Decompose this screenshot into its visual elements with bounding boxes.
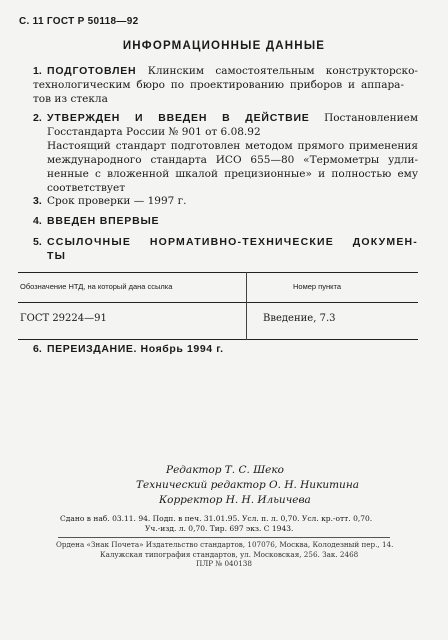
reference-table	[18, 272, 418, 340]
imprint-line-2: Уч.-изд. л. 0,70. Тир. 697 экз. С 1943.	[145, 524, 294, 533]
item-number: 5.	[33, 236, 42, 248]
item-line: Постановлением	[324, 112, 418, 124]
credit-tech-editor: Технический редактор О. Н. Никитина	[136, 479, 359, 491]
table-rule-header	[18, 302, 418, 303]
table-column-divider	[246, 272, 247, 340]
info-item-6	[33, 342, 418, 356]
item-text: ВВЕДЕН ВПЕРВЫЕ	[47, 215, 160, 227]
item-line: тов из стекла	[33, 93, 108, 105]
table-header-clause: Номер пункта	[293, 282, 342, 291]
item-line: ненные с вложенной шкалой прецизионные» и полностью ему	[47, 168, 418, 180]
publisher-line-1: Ордена «Знак Почета» Издательство стандартов, 107076, Москва, Колодезный пер., 14.	[56, 540, 394, 549]
item-lead: УТВЕРЖДЕН И ВВЕДЕН В ДЕЙСТВИЕ	[47, 112, 310, 124]
item-line: технологическим бюро по проектированию приборов и аппара-	[33, 79, 404, 91]
credit-editor: Редактор Т. С. Шеко	[166, 464, 284, 476]
table-cell-clause: Введение, 7.3	[263, 313, 336, 324]
publisher-line-3: ПЛР № 040138	[196, 559, 252, 568]
item-line: соответствует	[47, 182, 126, 194]
item-text: ПЕРЕИЗДАНИЕ. Ноябрь 1994 г.	[47, 343, 224, 355]
item-line: ТЫ	[47, 250, 67, 262]
table-rule-top	[18, 272, 418, 273]
info-item-4	[33, 214, 418, 228]
item-text: Срок проверки — 1997 г.	[47, 195, 187, 207]
table-header-ntd: Обозначение НТД, на который дана ссылка	[20, 282, 173, 291]
imprint-divider	[58, 537, 390, 538]
info-item-2	[33, 111, 418, 195]
credit-proofreader: Корректор Н. Н. Ильичева	[159, 494, 311, 506]
item-line: Госстандарта России № 901 от 6.08.92	[47, 126, 261, 138]
item-number: 6.	[33, 343, 42, 355]
publisher-line-2: Калужская типография стандартов, ул. Московская, 256. Зак. 2468	[100, 550, 359, 559]
item-line: Настоящий стандарт подготовлен методом прямого применения	[47, 140, 418, 152]
item-line: Клинским самостоятельным конструкторско-	[147, 65, 418, 77]
item-line: международного стандарта ИСО 655—80 «Термометры удли-	[47, 154, 418, 166]
item-number: 4.	[33, 215, 42, 227]
info-item-3	[33, 194, 418, 208]
imprint-line-1: Сдано в наб. 03.11. 94. Подп. в печ. 31.01.95. Усл. п. л. 0,70. Усл. кр.-отт. 0,70.	[60, 514, 373, 523]
item-lead: ПОДГОТОВЛЕН	[47, 65, 137, 77]
item-number: 1.	[33, 65, 42, 77]
table-rule-bottom	[18, 339, 418, 340]
item-number: 2.	[33, 112, 42, 124]
info-item-5	[33, 235, 418, 263]
item-number: 3.	[33, 195, 42, 207]
section-title: ИНФОРМАЦИОННЫЕ ДАННЫЕ	[122, 40, 326, 52]
info-item-1	[33, 64, 418, 106]
table-cell-ntd: ГОСТ 29224—91	[20, 313, 107, 324]
item-line: ССЫЛОЧНЫЕ НОРМАТИВНО-ТЕХНИЧЕСКИЕ ДОКУМЕН-	[47, 236, 418, 248]
page-header: С. 11 ГОСТ Р 50118—92	[19, 16, 139, 27]
